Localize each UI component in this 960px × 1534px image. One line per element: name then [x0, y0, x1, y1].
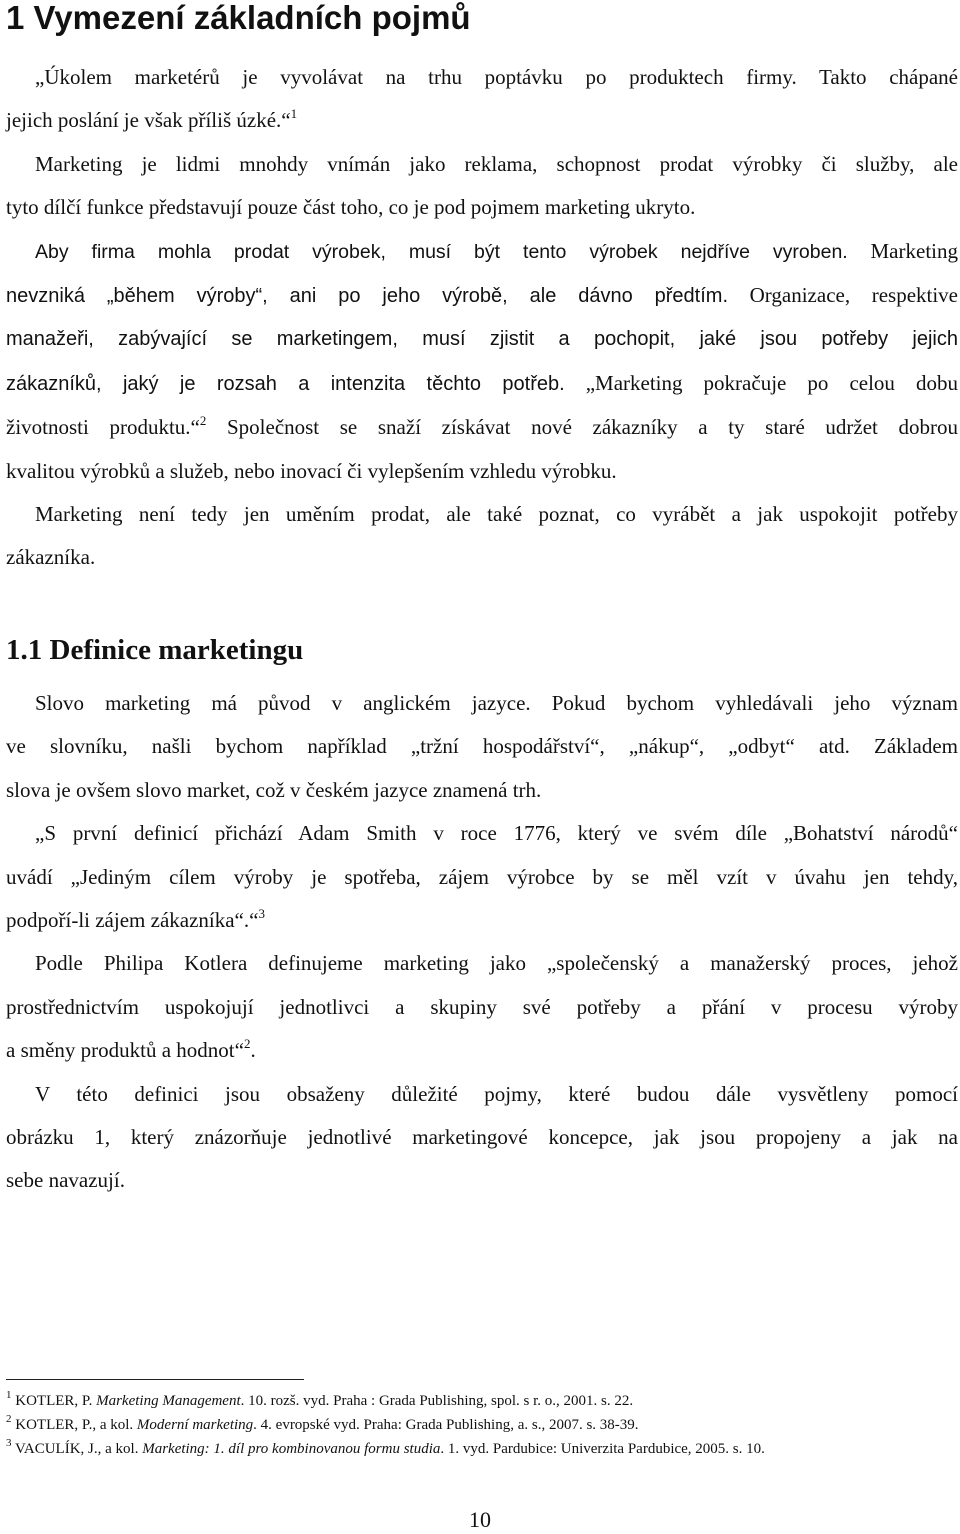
paragraph-text: Marketing [847, 238, 958, 263]
paragraph-line [6, 406, 958, 449]
chapter-heading: 1 Vymezení základních pojmů [6, 0, 471, 36]
footnote-publisher: . 4. evropské vyd. Praha: Grada Publishing, a. s., 2007. s. 38-39. [253, 1417, 639, 1433]
paragraph-text: nevzniká „během výroby“, ani po jeho výrobě, ale dávno předtím. [6, 285, 729, 308]
paragraph-line [6, 274, 958, 318]
paragraph-text: podpoří-li zájem zákazníka“.“ [6, 908, 259, 933]
paragraph-line [6, 899, 958, 942]
footnote [6, 1415, 958, 1435]
paragraph-line: obrázku 1, který znázorňuje jednotlivé marketingové koncepce, jak jsou propojeny a jak na [6, 1125, 958, 1150]
paragraph-line: kvalitou výrobků a služeb, nebo inovací či vylepšením vzhledu výrobku. [6, 458, 617, 483]
paragraph-line: Podle Philipa Kotlera definujeme marketing jako „společenský a manažerský proces, jehož [35, 951, 958, 976]
footnote-number: 3 [6, 1437, 12, 1449]
footnote-author: VACULÍK, J., a kol. [11, 1441, 143, 1457]
section-heading: 1.1 Definice marketingu [6, 634, 304, 666]
footnote-title: Moderní marketing [136, 1417, 254, 1433]
paragraph-line: ve slovníku, našli bychom například „tržní hospodářství“, „nákup“, „odbyt“ atd. Základem [6, 734, 958, 759]
paragraph-line: prostřednictvím uspokojují jednotlivci a skupiny své potřeby a přání v procesu výroby [6, 994, 958, 1019]
paragraph-line [6, 1029, 958, 1072]
footnote-number: 1 [6, 1389, 12, 1401]
paragraph-text: jejich poslání je však příliš úzké.“ [6, 108, 291, 133]
footnote-ref: 3 [258, 906, 265, 922]
page-number: 10 [469, 1507, 491, 1532]
paragraph-line: manažeři, zabývající se marketingem, musí zjistit a pochopit, jaké jsou potřeby jejich [6, 328, 958, 351]
paragraph-line: „S první definicí přichází Adam Smith v roce 1776, který ve svém díle „Bohatství národů“ [35, 821, 958, 846]
paragraph-line [6, 230, 958, 274]
paragraph-text: a směny produktů a hodnot“ [6, 1038, 244, 1063]
footnote [6, 1391, 958, 1411]
footnote-author: KOTLER, P., a kol. [11, 1417, 137, 1433]
footnote-number: 2 [6, 1413, 12, 1425]
paragraph-line: slova je ovšem slovo market, což v českém jazyce znamená trh. [6, 777, 542, 802]
paragraph-text: Organizace, respektive [728, 283, 959, 308]
paragraph-line: tyto dílčí funkce představují pouze část toho, co je pod pojmem marketing ukryto. [6, 195, 696, 220]
footnote-ref: 1 [290, 106, 298, 122]
paragraph-text: Společnost se snaží získávat nové zákazníky a ty staré udržet dobrou [206, 415, 958, 440]
paragraph-line: sebe navazují. [6, 1168, 125, 1193]
footnote-title: Marketing: 1. díl pro kombinovanou formu studia [142, 1441, 441, 1457]
footnote [6, 1439, 958, 1459]
paragraph-line: „Úkolem marketérů je vyvolávat na trhu poptávku po produktech firmy. Takto chápané [35, 65, 958, 89]
paragraph-line: Marketing je lidmi mnohdy vnímán jako reklama, schopnost prodat výrobky či služby, ale [35, 151, 958, 176]
footnote-author: KOTLER, P. [11, 1393, 97, 1409]
paragraph-text: Aby firma mohla prodat výrobek, musí být tento výrobek nejdříve vyroben. [35, 240, 848, 263]
paragraph-line [6, 362, 958, 406]
footnote-ref: 2 [243, 1036, 251, 1052]
paragraph-line: Marketing není tedy jen uměním prodat, ale také poznat, co vyrábět a jak uspokojit potřeby [35, 502, 958, 527]
footnote-title: Marketing Management [96, 1393, 241, 1409]
paragraph-line: Slovo marketing má původ v anglickém jazyce. Pokud bychom vyhledávali jeho význam [35, 691, 958, 715]
section-body-2 [6, 682, 958, 1203]
paragraph-line: uvádí „Jediným cílem výroby je spotřeba, zájem výrobce by se měl vzít v úvahu jen tehdy, [6, 864, 958, 889]
section-body-1 [6, 56, 958, 580]
footnote-publisher: . 1. vyd. Pardubice: Univerzita Pardubice, 2005. s. 10. [440, 1441, 765, 1457]
paragraph-line: zákazníka. [6, 545, 96, 570]
paragraph-text: zákazníků, jaký je rozsah a intenzita těchto potřeb. [6, 372, 565, 395]
footnote-ref: 2 [199, 413, 207, 429]
paragraph-text: životnosti produktu.“ [6, 415, 200, 440]
paragraph-text: „Marketing pokračuje po celou dobu [564, 370, 958, 395]
footnote-separator [6, 1379, 304, 1380]
paragraph-line [6, 99, 958, 142]
footnote-publisher: . 10. rozš. vyd. Praha : Grada Publishing, spol. s r. o., 2001. s. 22. [240, 1393, 634, 1409]
paragraph-line: V této definici jsou obsaženy důležité pojmy, které budou dále vysvětleny pomocí [35, 1081, 958, 1106]
paragraph-text: . [250, 1038, 256, 1063]
